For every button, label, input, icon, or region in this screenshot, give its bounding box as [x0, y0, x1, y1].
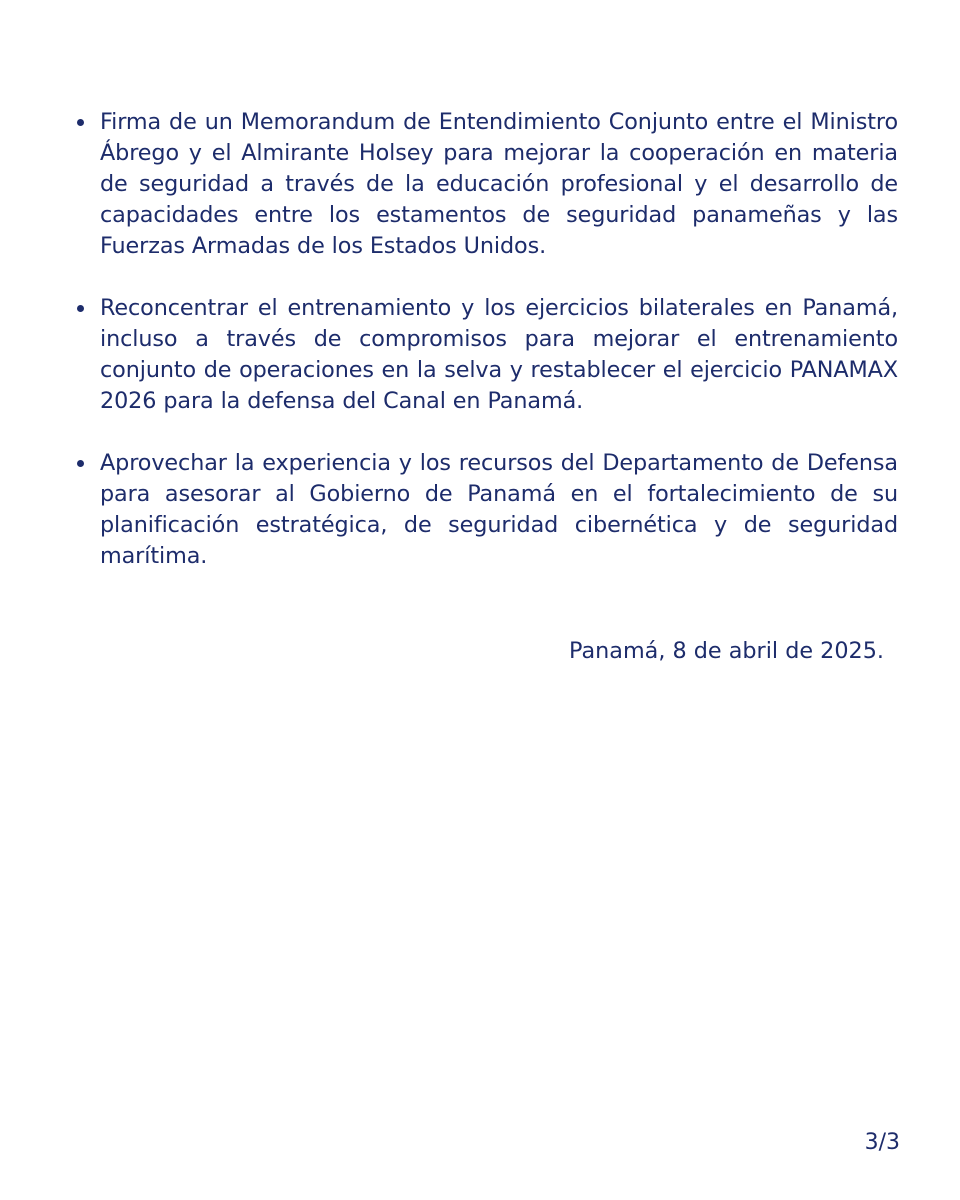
bullet-text: Firma de un Memorandum de Entendimiento Conjunto entre el Ministro Ábrego y el Almirante Holsey para mejorar la cooperación en materia de seguridad a través de la educación profesional y el desarrollo de capacidades entre los estamentos de seguridad panameñas y las Fuerzas Armadas de los Estados Unidos.: [100, 109, 898, 259]
list-item: [100, 107, 898, 262]
page-number: 3/3: [864, 1130, 900, 1155]
bullet-dot-icon: [77, 119, 84, 126]
bullet-dot-icon: [77, 305, 84, 312]
bullet-dot-icon: [77, 460, 84, 467]
list-item: [100, 448, 898, 572]
list-item: [100, 293, 898, 417]
dateline: Panamá, 8 de abril de 2025.: [569, 638, 884, 664]
bullet-list: [100, 107, 898, 603]
bullet-text: Aprovechar la experiencia y los recursos del Departamento de Defensa para asesorar al Gobierno de Panamá en el fortalecimiento de su planificación estratégica, de seguridad cibernética y de seguridad marítima.: [100, 450, 898, 569]
bullet-text: Reconcentrar el entrenamiento y los ejercicios bilaterales en Panamá, incluso a través de compromisos para mejorar el entrenamiento conjunto de operaciones en la selva y restablecer el ejercicio PANAMAX 2026 para la defensa del Canal en Panamá.: [100, 295, 898, 414]
